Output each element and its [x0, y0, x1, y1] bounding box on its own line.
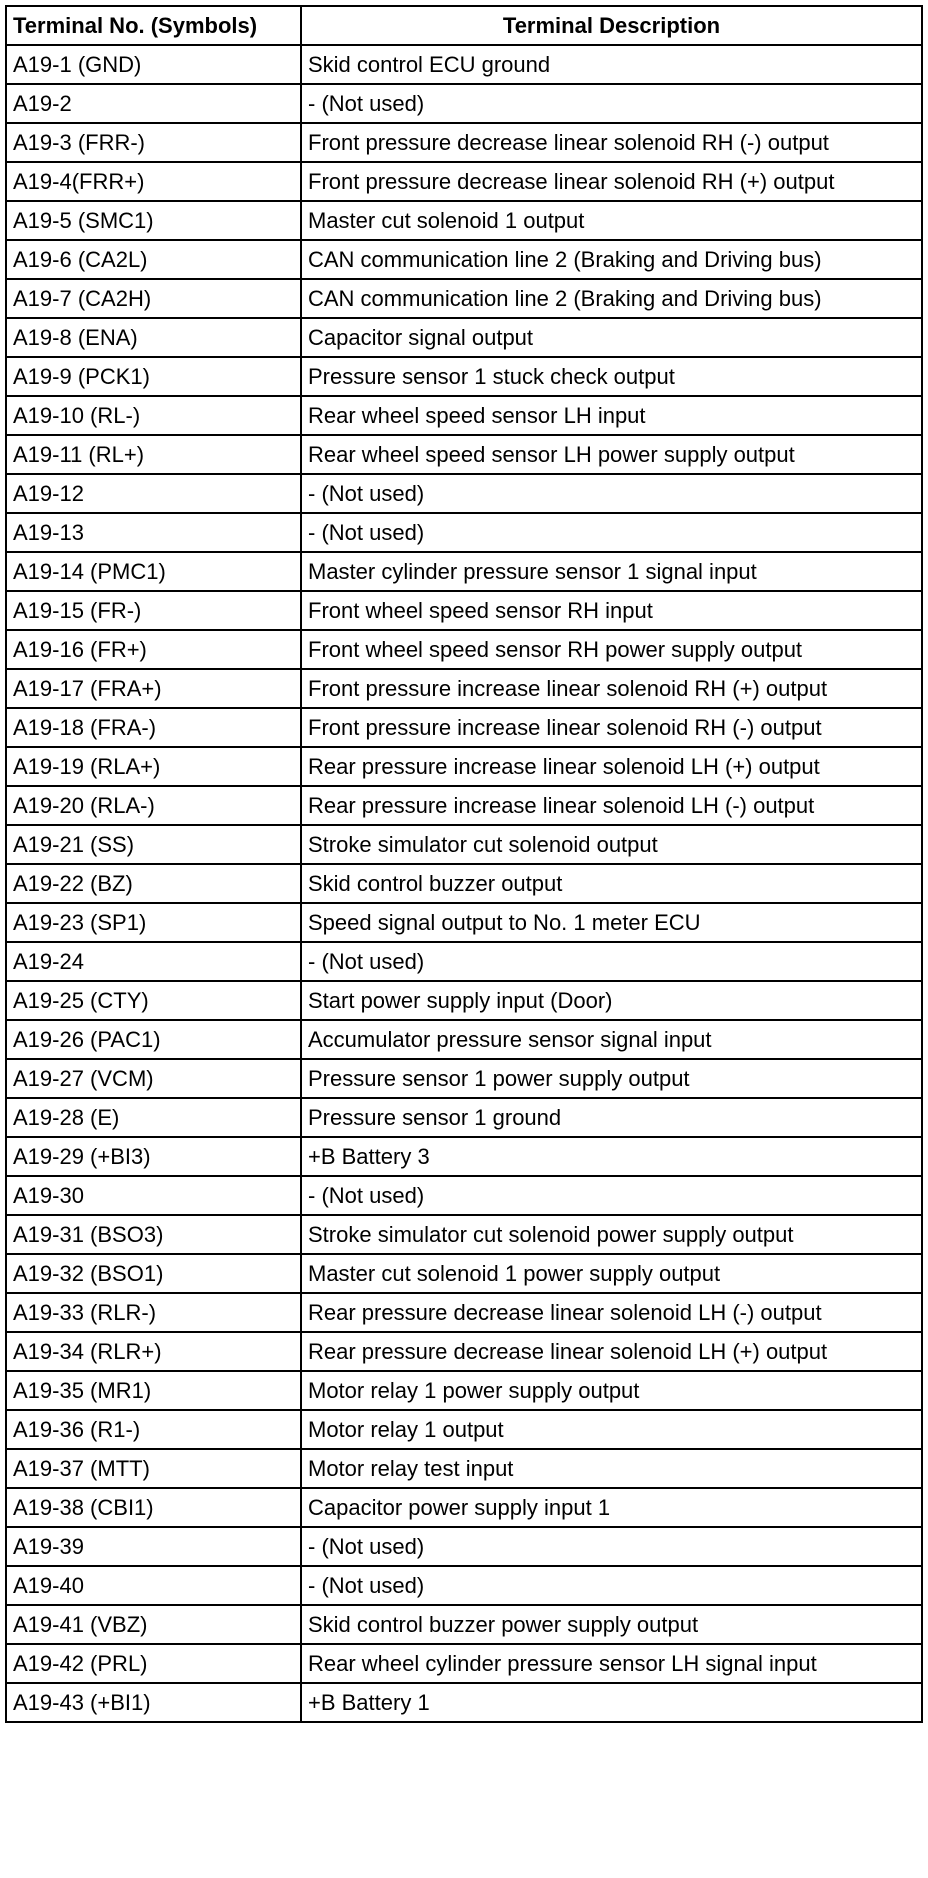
terminal-number-cell: A19-31 (BSO3)	[6, 1215, 301, 1254]
terminal-description-cell: Skid control buzzer output	[301, 864, 922, 903]
terminal-number-cell: A19-38 (CBI1)	[6, 1488, 301, 1527]
table-row	[6, 1527, 922, 1566]
terminal-description-cell: - (Not used)	[301, 474, 922, 513]
terminal-number-cell: A19-1 (GND)	[6, 45, 301, 84]
terminal-number-cell: A19-21 (SS)	[6, 825, 301, 864]
table-row	[6, 240, 922, 279]
table-row	[6, 669, 922, 708]
terminal-description-cell: Start power supply input (Door)	[301, 981, 922, 1020]
terminal-number-cell: A19-19 (RLA+)	[6, 747, 301, 786]
table-row	[6, 1137, 922, 1176]
table-row	[6, 1605, 922, 1644]
table-row	[6, 318, 922, 357]
table-row	[6, 747, 922, 786]
terminal-number-cell: A19-8 (ENA)	[6, 318, 301, 357]
table-row	[6, 825, 922, 864]
terminal-description-cell: Front pressure increase linear solenoid RH (+) output	[301, 669, 922, 708]
terminal-description-cell: Skid control ECU ground	[301, 45, 922, 84]
terminal-description-cell: +B Battery 3	[301, 1137, 922, 1176]
terminal-description-cell: - (Not used)	[301, 84, 922, 123]
table-row	[6, 513, 922, 552]
table-row	[6, 552, 922, 591]
terminal-table	[5, 5, 923, 1723]
terminal-description-cell: Front pressure decrease linear solenoid RH (-) output	[301, 123, 922, 162]
terminal-number-cell: A19-17 (FRA+)	[6, 669, 301, 708]
table-row	[6, 123, 922, 162]
terminal-description-cell: Capacitor signal output	[301, 318, 922, 357]
terminal-description-cell: Skid control buzzer power supply output	[301, 1605, 922, 1644]
terminal-description-cell: Front wheel speed sensor RH power supply output	[301, 630, 922, 669]
terminal-number-cell: A19-7 (CA2H)	[6, 279, 301, 318]
terminal-description-cell: CAN communication line 2 (Braking and Driving bus)	[301, 279, 922, 318]
header-terminal-description: Terminal Description	[301, 6, 922, 45]
terminal-number-cell: A19-37 (MTT)	[6, 1449, 301, 1488]
terminal-number-cell: A19-16 (FR+)	[6, 630, 301, 669]
table-row	[6, 1332, 922, 1371]
terminal-description-cell: Motor relay test input	[301, 1449, 922, 1488]
table-row	[6, 396, 922, 435]
terminal-number-cell: A19-41 (VBZ)	[6, 1605, 301, 1644]
table-row	[6, 45, 922, 84]
terminal-description-cell: Front pressure decrease linear solenoid RH (+) output	[301, 162, 922, 201]
terminal-number-cell: A19-29 (+BI3)	[6, 1137, 301, 1176]
terminal-number-cell: A19-35 (MR1)	[6, 1371, 301, 1410]
table-header-row	[6, 6, 922, 45]
table-row	[6, 1566, 922, 1605]
terminal-number-cell: A19-10 (RL-)	[6, 396, 301, 435]
terminal-number-cell: A19-42 (PRL)	[6, 1644, 301, 1683]
terminal-description-cell: - (Not used)	[301, 1566, 922, 1605]
terminal-description-cell: - (Not used)	[301, 1176, 922, 1215]
terminal-description-cell: Pressure sensor 1 power supply output	[301, 1059, 922, 1098]
terminal-number-cell: A19-14 (PMC1)	[6, 552, 301, 591]
terminal-description-cell: Speed signal output to No. 1 meter ECU	[301, 903, 922, 942]
table-body	[6, 45, 922, 1722]
terminal-number-cell: A19-13	[6, 513, 301, 552]
table-row	[6, 981, 922, 1020]
terminal-number-cell: A19-32 (BSO1)	[6, 1254, 301, 1293]
terminal-description-cell: Master cut solenoid 1 output	[301, 201, 922, 240]
terminal-description-cell: Stroke simulator cut solenoid power supply output	[301, 1215, 922, 1254]
table-row	[6, 591, 922, 630]
table-row	[6, 201, 922, 240]
terminal-number-cell: A19-22 (BZ)	[6, 864, 301, 903]
terminal-number-cell: A19-4(FRR+)	[6, 162, 301, 201]
terminal-description-cell: Front wheel speed sensor RH input	[301, 591, 922, 630]
terminal-description-cell: Master cylinder pressure sensor 1 signal input	[301, 552, 922, 591]
terminal-number-cell: A19-30	[6, 1176, 301, 1215]
terminal-number-cell: A19-15 (FR-)	[6, 591, 301, 630]
terminal-number-cell: A19-28 (E)	[6, 1098, 301, 1137]
terminal-number-cell: A19-20 (RLA-)	[6, 786, 301, 825]
terminal-number-cell: A19-33 (RLR-)	[6, 1293, 301, 1332]
header-terminal-no: Terminal No. (Symbols)	[6, 6, 301, 45]
terminal-description-cell: Motor relay 1 power supply output	[301, 1371, 922, 1410]
terminal-number-cell: A19-36 (R1-)	[6, 1410, 301, 1449]
terminal-description-cell: Capacitor power supply input 1	[301, 1488, 922, 1527]
terminal-description-cell: Rear pressure decrease linear solenoid LH (-) output	[301, 1293, 922, 1332]
terminal-number-cell: A19-11 (RL+)	[6, 435, 301, 474]
table-row	[6, 474, 922, 513]
terminal-description-cell: Motor relay 1 output	[301, 1410, 922, 1449]
terminal-number-cell: A19-39	[6, 1527, 301, 1566]
terminal-number-cell: A19-40	[6, 1566, 301, 1605]
terminal-number-cell: A19-5 (SMC1)	[6, 201, 301, 240]
terminal-number-cell: A19-26 (PAC1)	[6, 1020, 301, 1059]
table-row	[6, 1059, 922, 1098]
table-row	[6, 1683, 922, 1722]
terminal-description-cell: Rear wheel speed sensor LH input	[301, 396, 922, 435]
terminal-description-cell: - (Not used)	[301, 513, 922, 552]
terminal-number-cell: A19-23 (SP1)	[6, 903, 301, 942]
table-row	[6, 942, 922, 981]
table-row	[6, 864, 922, 903]
terminal-number-cell: A19-18 (FRA-)	[6, 708, 301, 747]
table-row	[6, 1020, 922, 1059]
terminal-number-cell: A19-6 (CA2L)	[6, 240, 301, 279]
terminal-table-container	[5, 5, 921, 1872]
table-row	[6, 708, 922, 747]
table-row	[6, 1449, 922, 1488]
terminal-description-cell: Accumulator pressure sensor signal input	[301, 1020, 922, 1059]
table-row	[6, 1176, 922, 1215]
terminal-description-cell: Pressure sensor 1 ground	[301, 1098, 922, 1137]
terminal-description-cell: Rear wheel cylinder pressure sensor LH signal input	[301, 1644, 922, 1683]
terminal-number-cell: A19-27 (VCM)	[6, 1059, 301, 1098]
table-row	[6, 84, 922, 123]
terminal-description-cell: - (Not used)	[301, 942, 922, 981]
table-row	[6, 786, 922, 825]
table-row	[6, 1293, 922, 1332]
table-row	[6, 435, 922, 474]
terminal-description-cell: Master cut solenoid 1 power supply output	[301, 1254, 922, 1293]
table-row	[6, 1098, 922, 1137]
terminal-description-cell: Front pressure increase linear solenoid RH (-) output	[301, 708, 922, 747]
terminal-description-cell: Rear pressure decrease linear solenoid LH (+) output	[301, 1332, 922, 1371]
terminal-number-cell: A19-2	[6, 84, 301, 123]
terminal-description-cell: Stroke simulator cut solenoid output	[301, 825, 922, 864]
terminal-number-cell: A19-43 (+BI1)	[6, 1683, 301, 1722]
terminal-description-cell: Rear wheel speed sensor LH power supply output	[301, 435, 922, 474]
terminal-number-cell: A19-25 (CTY)	[6, 981, 301, 1020]
terminal-description-cell: +B Battery 1	[301, 1683, 922, 1722]
table-row	[6, 162, 922, 201]
table-row	[6, 1254, 922, 1293]
table-row	[6, 1371, 922, 1410]
terminal-number-cell: A19-9 (PCK1)	[6, 357, 301, 396]
table-row	[6, 1410, 922, 1449]
table-row	[6, 903, 922, 942]
terminal-number-cell: A19-34 (RLR+)	[6, 1332, 301, 1371]
terminal-number-cell: A19-3 (FRR-)	[6, 123, 301, 162]
table-row	[6, 357, 922, 396]
terminal-description-cell: Rear pressure increase linear solenoid LH (+) output	[301, 747, 922, 786]
terminal-number-cell: A19-24	[6, 942, 301, 981]
table-row	[6, 1488, 922, 1527]
terminal-description-cell: Pressure sensor 1 stuck check output	[301, 357, 922, 396]
table-row	[6, 1215, 922, 1254]
terminal-description-cell: - (Not used)	[301, 1527, 922, 1566]
table-row	[6, 630, 922, 669]
terminal-number-cell: A19-12	[6, 474, 301, 513]
terminal-description-cell: Rear pressure increase linear solenoid LH (-) output	[301, 786, 922, 825]
terminal-description-cell: CAN communication line 2 (Braking and Driving bus)	[301, 240, 922, 279]
table-row	[6, 279, 922, 318]
table-row	[6, 1644, 922, 1683]
